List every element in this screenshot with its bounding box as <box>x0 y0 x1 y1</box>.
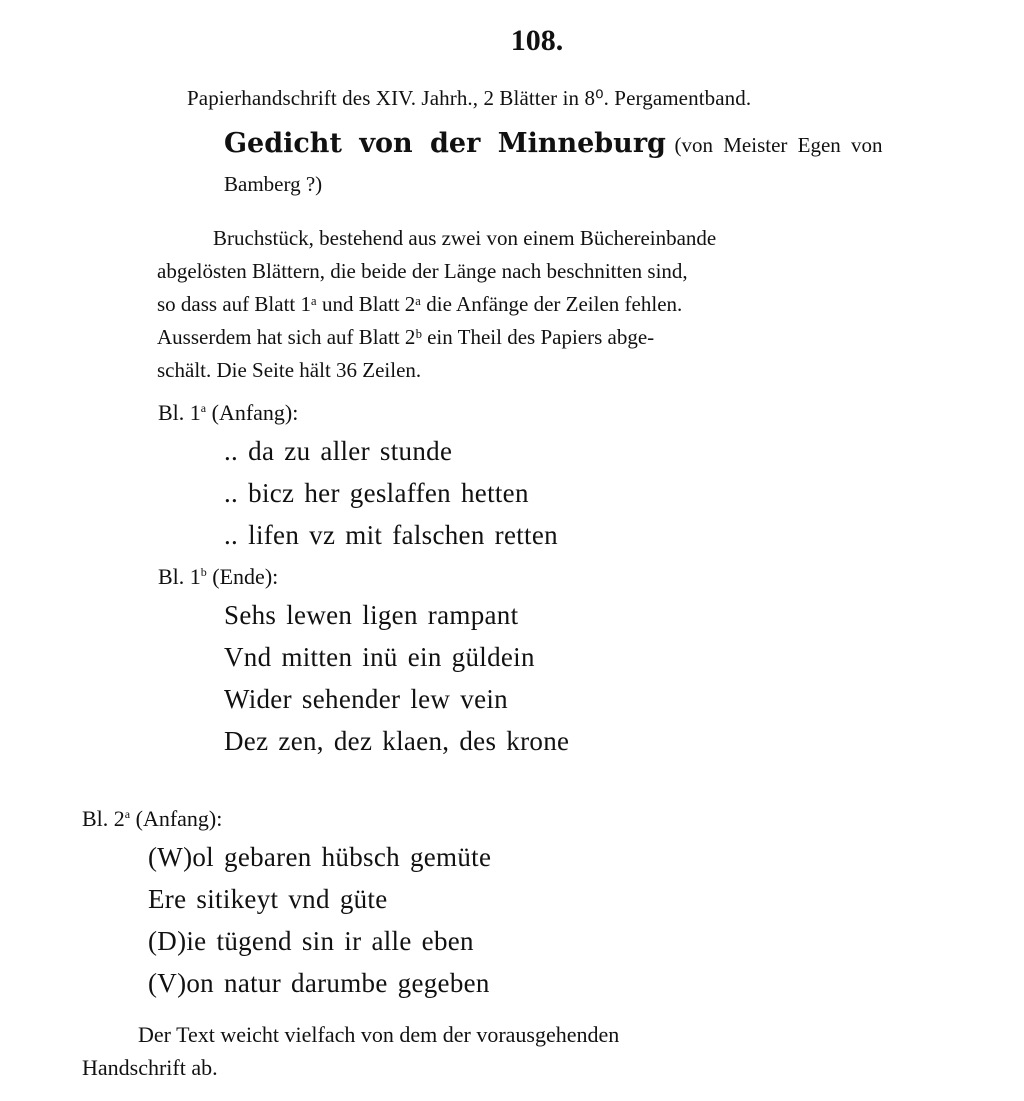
description-line: so dass auf Blatt 1ᵃ und Blatt 2ᵃ die Anfänge der Zeilen fehlen. <box>157 292 683 316</box>
verse-line: .. da zu aller stunde <box>224 436 453 466</box>
description-line: Bruchstück, bestehend aus zwei von einem Büchereinbande <box>213 226 717 250</box>
verse-line: (V)on natur darumbe gegeben <box>148 968 490 998</box>
verse-line: .. bicz her geslaffen hetten <box>224 478 529 508</box>
section-label-bl1a: Bl. 1$^a$ (Anfang): <box>158 400 299 425</box>
poem-title-main: Gedicht von der Minneburg <box>224 128 666 159</box>
poem-title-note: (von Meister Egen von <box>674 133 883 157</box>
section-label-bl2a: Bl. 2$^a$ (Anfang): <box>82 806 223 831</box>
description-paragraph <box>157 222 921 387</box>
verse-line: Dez zen, dez klaen, des krone <box>224 726 570 756</box>
verse-line: Wider sehender lew vein <box>224 684 508 714</box>
verse-line: Vnd mitten inü ein güldein <box>224 642 535 672</box>
poem-title <box>224 128 883 159</box>
verse-line: Sehs lewen ligen rampant <box>224 600 519 630</box>
verse-line: .. lifen vz mit falschen retten <box>224 520 558 550</box>
verse-line: (W)ol gebaren hübsch gemüte <box>148 842 492 872</box>
closing-line: Der Text weicht vielfach von dem der vorausgehenden <box>138 1022 620 1047</box>
verse-line: (D)ie tügend sin ir alle eben <box>148 926 474 956</box>
description-line: schält. Die Seite hält 36 Zeilen. <box>157 358 422 382</box>
description-line: abgelösten Blättern, die beide der Länge nach beschnitten sind, <box>157 259 688 283</box>
poem-title-note-cont: Bamberg ?) <box>224 172 323 196</box>
description-line: Ausserdem hat sich auf Blatt 2ᵇ ein Theil des Papiers abge- <box>157 325 655 349</box>
verse-line: Ere sitikeyt vnd güte <box>148 884 388 914</box>
page-number: 108. <box>510 24 564 57</box>
section-label-bl1b: Bl. 1$^b$ (Ende): <box>158 564 279 589</box>
manuscript-info: Papierhandschrift des XIV. Jahrh., 2 Blätter in 8⁰. Pergamentband. <box>187 86 752 110</box>
closing-line: Handschrift ab. <box>82 1055 218 1080</box>
closing-note <box>82 1018 842 1084</box>
